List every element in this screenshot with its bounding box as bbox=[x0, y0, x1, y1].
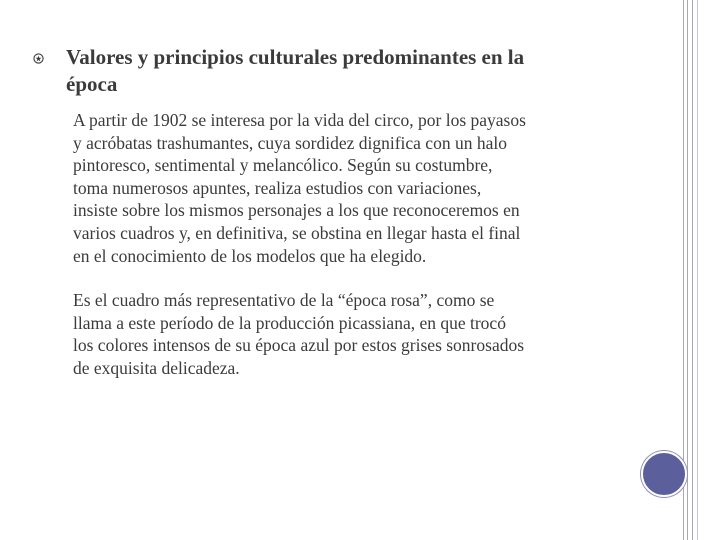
paragraph-line: y acróbatas trashumantes, cuya sordidez dignifica con un halo bbox=[73, 132, 507, 153]
paragraph-line: insiste sobre los mismos personajes a los que reconoceremos en bbox=[73, 200, 520, 221]
vertical-rule bbox=[692, 0, 693, 540]
paragraph-line: de exquisita delicadeza. bbox=[73, 357, 240, 378]
decorative-circle bbox=[641, 451, 687, 497]
paragraph-line: A partir de 1902 se interesa por la vida del circo, por los payasos bbox=[73, 110, 526, 130]
paragraph-line: Es el cuadro más representativo de la “época rosa”, como se bbox=[73, 290, 495, 310]
slide-heading bbox=[66, 44, 626, 98]
body-paragraph bbox=[73, 109, 633, 267]
paragraph-line: en el conocimiento de los modelos que ha elegido. bbox=[73, 245, 427, 266]
paragraph-line: toma numerosos apuntes, realiza estudios con variaciones, bbox=[73, 177, 482, 198]
paragraph-line: varios cuadros y, en definitiva, se obstina en llegar hasta el final bbox=[73, 222, 521, 243]
circle-star-bullet-icon bbox=[33, 53, 44, 64]
heading-line: Valores y principios culturales predominantes en la bbox=[66, 45, 525, 69]
vertical-rule bbox=[697, 0, 698, 540]
paragraph-line: pintoresco, sentimental y melancólico. Según su costumbre, bbox=[73, 155, 493, 176]
body-paragraph bbox=[73, 289, 633, 379]
vertical-rule bbox=[687, 0, 688, 540]
paragraph-line: llama a este período de la producción picassiana, en que trocó bbox=[73, 312, 506, 333]
paragraph-line: los colores intensos de su época azul por estos grises sonrosados bbox=[73, 335, 525, 356]
vertical-rule bbox=[683, 0, 684, 540]
heading-line: época bbox=[66, 72, 118, 96]
